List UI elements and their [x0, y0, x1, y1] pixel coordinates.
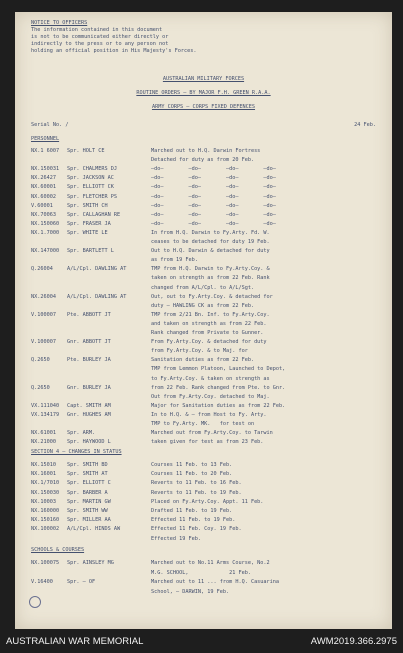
table-row	[31, 221, 382, 228]
entry-text: From Fy.Arty.Coy. & detached for duty	[151, 339, 267, 346]
service-number: NX.26427	[31, 175, 56, 182]
entry-text: TMP from H.Q. Darwin to Fy.Arty.Coy. &	[151, 266, 270, 273]
service-number: NX.150160	[31, 517, 60, 524]
service-number: NX.60001	[31, 184, 56, 191]
entry-text: to Fy.Arty.Coy. & taken on strength as	[151, 375, 270, 382]
entry-text: taken on strength as from 22 Feb. Rank	[151, 275, 270, 282]
member-name: Pte. ABBOTT JT	[67, 311, 111, 318]
entry-text: Out, out to Fy.Arty.Coy. & detached for	[151, 293, 273, 300]
member-name: A/L/Cpl. DAWLING AT	[67, 293, 127, 300]
member-name: Pte. BURLEY JA	[67, 357, 111, 364]
member-name: A/L/Cpl. HINDS AW	[67, 526, 121, 533]
member-name: Spr. HOLT CE	[67, 148, 105, 154]
service-number: NX.100002	[31, 526, 60, 533]
entry-text: Effected 11 Feb. to 19 Feb.	[151, 517, 236, 524]
member-name: Spr. SMITH CH	[67, 202, 108, 209]
table-row	[31, 430, 382, 437]
entry-text: changed from A/L/Cpl. to A/L/Sgt.	[151, 284, 255, 291]
entry-text: Placed on Fy.Arty.Coy. Appt. 11 Feb.	[151, 498, 264, 505]
member-name: Spr. FRASER JA	[67, 220, 111, 227]
member-name: Gnr. ABBOTT JT	[67, 339, 111, 346]
table-row	[31, 366, 382, 373]
table-row	[31, 175, 382, 182]
table-row	[31, 357, 382, 364]
member-name: Spr. AINSLEY MG	[67, 560, 114, 566]
entry-text: Marched out from Fy.Arty.Coy. to Tarwin	[151, 430, 273, 437]
member-name: A/L/Cpl. DAWLING AT	[67, 266, 127, 273]
table-row	[31, 321, 382, 328]
table-row	[31, 303, 382, 310]
table-row	[31, 526, 382, 533]
service-number: NX.147000	[31, 248, 60, 255]
entry-text: —do— —do— —do— —do—	[151, 220, 276, 227]
table-row	[31, 376, 382, 383]
entry-text: Reverts to 11 Feb. to 16 Feb.	[151, 480, 242, 487]
table-row	[31, 285, 382, 292]
entry-text: —do— —do— —do— —do—	[151, 184, 276, 191]
notice-line: indirectly to the press or to any person not	[31, 41, 169, 47]
table-row	[31, 462, 382, 469]
entry-text: —do— —do— —do— —do—	[151, 211, 276, 218]
table-row	[31, 570, 382, 577]
table-row	[31, 403, 382, 410]
entry-text: —do— —do— —do— —do—	[151, 166, 276, 173]
table-row	[31, 203, 382, 210]
service-number: V.16400	[31, 579, 53, 585]
service-number: NX.10003	[31, 498, 56, 505]
table-row	[31, 589, 382, 596]
table-row	[31, 166, 382, 173]
entry-text: duty — HAWLING CK as from 22 Feb.	[151, 302, 255, 309]
entry-text: —do— —do— —do— —do—	[151, 202, 276, 209]
table-row	[31, 471, 382, 478]
service-number: NX.60002	[31, 193, 56, 200]
archive-source: AUSTRALIAN WAR MEMORIAL	[6, 635, 144, 647]
document-page	[15, 12, 392, 629]
entry-text: Reverts to 11 Feb. to 19 Feb.	[151, 489, 242, 496]
unit-title: AUSTRALIAN MILITARY FORCES	[162, 76, 245, 82]
member-name: Spr. CHALMERS DJ	[67, 166, 117, 173]
section-status-heading: SECTION 4 — CHANGES IN STATUS	[31, 449, 122, 455]
table-row	[31, 230, 382, 237]
member-name: Capt. SMITH AM	[67, 402, 111, 409]
entry-text: Major for Sanitation duties as from 22 Feb.	[151, 402, 286, 409]
table-row	[31, 348, 382, 355]
member-name: Spr. SMITH AT	[67, 471, 108, 478]
member-name: Spr. FLETCHER PS	[67, 193, 117, 200]
table-row	[31, 194, 382, 201]
entry-text: Detached for duty as from 20 Feb.	[151, 157, 255, 164]
service-number: NX.1/7010	[31, 480, 60, 487]
entry-text: TMP from 2/21 Bn. Inf. to Fy.Arty.Coy.	[151, 311, 270, 318]
service-number: NX.150031	[31, 166, 60, 173]
table-row	[31, 439, 382, 446]
service-number: Q.2650	[31, 357, 50, 364]
service-number: NX.21000	[31, 439, 56, 446]
member-name: Gnr. HUGHES AM	[67, 411, 111, 418]
member-name: Spr. BARBER A	[67, 489, 108, 496]
entry-text: from Fy.Arty.Coy. & to Maj. for	[151, 348, 248, 355]
entry-text: Marched out to 11 ... from H.Q. Casuarina	[151, 579, 280, 585]
service-number: Q.2650	[31, 384, 50, 391]
table-row	[31, 560, 382, 567]
service-number: NX.150060	[31, 220, 60, 227]
member-name: Spr. WHITE LE	[67, 229, 108, 236]
table-row	[31, 394, 382, 401]
section-personnel-heading: PERSONNEL	[31, 136, 60, 142]
entry-text: Drafted 11 Feb. to 19 Feb.	[151, 508, 233, 514]
entry-text: Sanitation duties as from 22 Feb.	[151, 357, 255, 364]
member-name: Gnr. BURLEY JA	[67, 384, 111, 391]
member-name: Spr. ELLIOTT CK	[67, 184, 114, 191]
member-name: Spr. ELLIOTT C	[67, 480, 111, 487]
entry-text: Effected 11 Feb. Coy. 19 Feb.	[151, 526, 242, 533]
entry-text: Marched out to H.Q. Darwin Fortress	[151, 148, 261, 154]
service-number: NX.160000	[31, 508, 60, 514]
table-row	[31, 480, 382, 487]
service-number: V.100007	[31, 311, 56, 318]
table-row	[31, 579, 382, 586]
table-row	[31, 212, 382, 219]
service-number: NX.26004	[31, 293, 56, 300]
table-row	[31, 385, 382, 392]
service-number: NX.15010	[31, 462, 56, 468]
entry-text: taken given for test as from 23 Feb.	[151, 439, 264, 446]
table-row	[31, 508, 382, 515]
entry-text: TMP from Lemmon Platoon, Launched to Depot,	[151, 366, 286, 373]
service-number: NX.1.7000	[31, 229, 60, 236]
entry-text: —do— —do— —do— —do—	[151, 193, 276, 200]
serial-number: Serial No. /	[31, 122, 69, 128]
entry-text: In from H.Q. Darwin to Fy.Arty. Fd. W.	[151, 229, 270, 236]
command-title: ARMY CORPS — CORPS FIXED DEFENCES	[151, 104, 256, 110]
table-row	[31, 184, 382, 191]
table-row	[31, 499, 382, 506]
member-name: Spr. SMITH WW	[67, 508, 108, 514]
entry-text: ceases to be detached for duty 19 Feb.	[151, 239, 270, 245]
table-row	[31, 312, 382, 319]
notice-line: is not to be communicated either directly or	[31, 34, 169, 40]
entry-text: M.G. SCHOOL, 21 Feb.	[151, 569, 251, 576]
entry-text: TMP to Fy.Arty. MK. for test on	[151, 421, 255, 427]
table-row	[31, 239, 382, 246]
member-name: Spr. — OF	[67, 579, 96, 585]
table-row	[31, 157, 382, 164]
service-number: Q.26004	[31, 266, 53, 273]
entry-text: Out to H.Q. Darwin & detached for duty	[151, 248, 270, 255]
member-name: Spr. SMITH BD	[67, 462, 108, 468]
service-number: V.60001	[31, 202, 53, 209]
service-number: NX.61001	[31, 430, 56, 437]
table-row	[31, 517, 382, 524]
table-row	[31, 266, 382, 273]
table-row	[31, 490, 382, 497]
service-number: VX.111040	[31, 402, 60, 409]
service-number: VX.134179	[31, 411, 60, 418]
table-row	[31, 330, 382, 337]
service-number: V.100007	[31, 339, 56, 346]
table-row	[31, 248, 382, 255]
entry-text: Out from Fy.Arty.Coy. detached to Maj.	[151, 393, 270, 400]
member-name: Spr. HAYWOOD L	[67, 439, 111, 446]
entry-text: Effected 19 Feb.	[151, 535, 201, 542]
entry-text: Courses 11 Feb. to 13 Feb.	[151, 462, 233, 468]
table-row	[31, 257, 382, 264]
member-name: Spr. MARTIN GW	[67, 498, 111, 505]
table-row	[31, 421, 382, 428]
notice-heading: NOTICE TO OFFICERS	[31, 20, 88, 26]
entry-text: Courses 11 Feb. to 20 Feb.	[151, 471, 233, 478]
entry-text: School, — DARWIN, 19 Feb.	[151, 588, 230, 595]
member-name: Spr. JACKSON AC	[67, 175, 114, 182]
service-number: NX.150030	[31, 489, 60, 496]
notice-line: The information contained in this document	[31, 27, 163, 33]
service-number: NX.100075	[31, 560, 60, 566]
table-row	[31, 339, 382, 346]
table-row	[31, 294, 382, 301]
service-number: NX.70063	[31, 211, 56, 218]
service-number: NX.1 6007	[31, 148, 60, 154]
caption-bar	[0, 629, 403, 653]
entry-text: from 22 Feb. Rank changed from Pte. to Gnr.	[151, 384, 286, 391]
member-name: Spr. CALLAGHAN RE	[67, 211, 121, 218]
table-row	[31, 275, 382, 282]
service-number: NX.16001	[31, 471, 56, 478]
entry-text: Marched out to No.11 Arms Course, No.2	[151, 560, 270, 566]
section-courses-heading: SCHOOLS & COURSES	[31, 547, 85, 553]
orders-title: ROUTINE ORDERS — BY MAJOR F.H. GREEN R.A.A.	[136, 90, 271, 96]
entry-text: Rank changed from Private to Gunner.	[151, 330, 264, 336]
entry-text: —do— —do— —do— —do—	[151, 175, 276, 182]
member-name: Spr. BARTLETT L	[67, 248, 114, 255]
table-row	[31, 412, 382, 419]
archive-reference: AWM2019.366.2975	[310, 635, 397, 647]
entry-text: and taken on strength as from 22 Feb.	[151, 320, 267, 327]
member-name: Spr. MILLER AA	[67, 517, 111, 524]
order-date: 24 Feb.	[354, 122, 376, 128]
ink-stamp	[29, 596, 41, 608]
member-name: Spr. ARM.	[67, 430, 96, 437]
notice-line: holding an official position in His Majesty's Forces.	[31, 48, 197, 54]
entry-text: as from 19 Feb.	[151, 257, 198, 264]
entry-text: In to H.Q. & — from Host to Fy. Arty.	[151, 411, 267, 418]
table-row	[31, 536, 382, 543]
table-row	[31, 148, 382, 155]
